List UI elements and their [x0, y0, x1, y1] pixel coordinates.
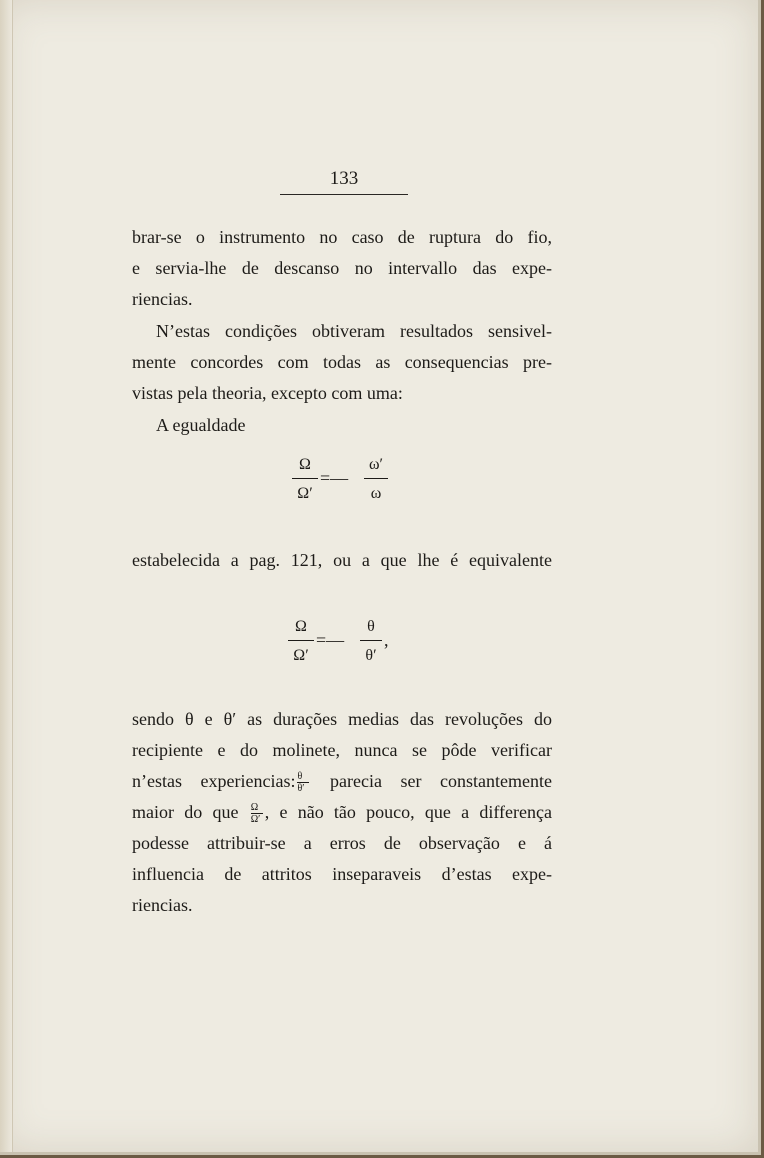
equation-2-left-fraction: [288, 618, 314, 665]
fraction-denominator: Ω′: [250, 814, 261, 826]
paragraph-4: [132, 545, 552, 576]
text-line: N’estas condições obtiveram resultados sensivel-: [156, 321, 552, 341]
fraction-denominator: ω: [370, 485, 382, 502]
text-line: mente concordes com todas as consequencias pre-: [132, 352, 552, 372]
fraction-denominator: Ω′: [297, 485, 313, 502]
text-line: A egualdade: [156, 415, 246, 435]
equation-1-right-fraction: [364, 456, 388, 503]
equation-2-sign: =—: [316, 630, 345, 650]
fraction-bar: [360, 640, 382, 641]
text-line: brar-se o instrumento no caso de ruptura do fio,: [132, 227, 552, 247]
text-line: e servia-lhe de descanso no intervallo das expe-: [132, 258, 552, 278]
text-line: recipiente e do molinete, nunca se pôde verificar: [132, 740, 552, 760]
fraction-numerator: Ω: [299, 456, 311, 473]
text-line: podesse attribuir-se a erros de observação e á: [132, 833, 552, 853]
fraction-numerator: Ω: [250, 802, 259, 814]
text-line: estabelecida a pag. 121, ou a que lhe é equivalente: [132, 550, 552, 570]
text-segment: n’estas experiencias:: [132, 771, 296, 791]
fraction-numerator: ω′: [368, 456, 384, 473]
text-line: riencias.: [132, 289, 193, 309]
equation-1-sign: =—: [320, 468, 349, 488]
page-number: 133: [329, 168, 359, 189]
fraction-numerator: Ω: [295, 618, 307, 635]
paragraph-3: [132, 410, 552, 441]
text-line-with-fraction: [132, 797, 552, 828]
paragraph-1: [132, 222, 552, 315]
inline-fraction: [251, 802, 263, 825]
text-line: influencia de attritos inseparaveis d’estas expe-: [132, 864, 552, 884]
equation-2-comma: ,: [384, 630, 389, 650]
fraction-denominator: θ′: [365, 647, 377, 664]
fraction-denominator: Ω′: [293, 647, 309, 664]
equation-1-left-fraction: [292, 456, 318, 503]
text-segment: maior do que: [132, 802, 239, 822]
inline-fraction: [297, 771, 309, 794]
fraction-bar: [288, 640, 314, 641]
text-segment: , e não tão pouco, que a differença: [264, 802, 552, 822]
text-line-with-fraction: [132, 766, 552, 797]
fraction-denominator: θ′: [297, 783, 305, 795]
paragraph-2: [132, 316, 552, 409]
equation-2-right-fraction: [360, 618, 382, 665]
text-line: vistas pela theoria, excepto com uma:: [132, 383, 403, 403]
text-line: sendo θ e θ′ as durações medias das revoluções do: [132, 709, 552, 729]
paragraph-5: [132, 704, 552, 921]
page-spine: [0, 0, 13, 1152]
fraction-bar: [364, 478, 388, 479]
text-line: riencias.: [132, 895, 193, 915]
header-rule: [280, 194, 408, 195]
fraction-numerator: θ: [367, 618, 375, 635]
text-segment: parecia ser constantemente: [330, 771, 553, 791]
fraction-numerator: θ: [297, 771, 303, 783]
fraction-bar: [292, 478, 318, 479]
